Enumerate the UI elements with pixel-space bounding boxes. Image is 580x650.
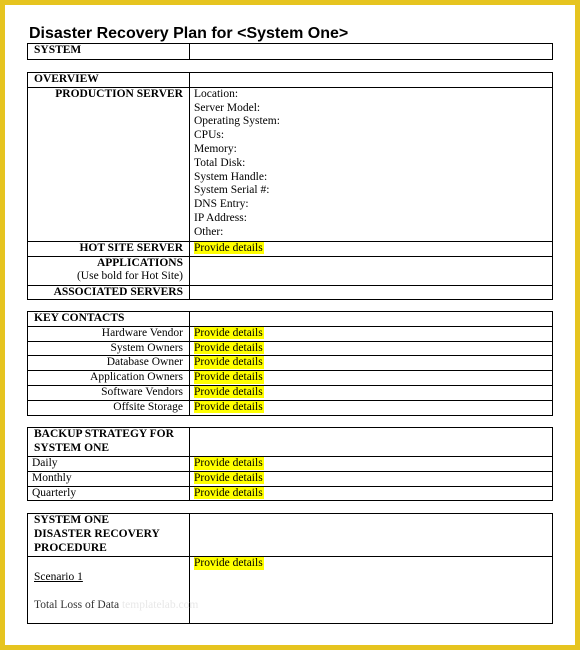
total-loss-line — [34, 598, 199, 613]
contact-row — [28, 326, 553, 341]
procedure-header-value-cell[interactable] — [190, 514, 553, 557]
backup-value: Provide details — [194, 486, 263, 499]
field-system-handle: System Handle: — [194, 170, 268, 183]
backup-label-quarterly: Quarterly — [28, 486, 190, 501]
hot-site-server-value: Provide details — [194, 241, 263, 254]
backup-header-value-cell[interactable] — [190, 428, 553, 457]
contact-label-application-owners: Application Owners — [28, 371, 190, 386]
procedure-header-cell — [28, 514, 190, 557]
procedure-body-row — [28, 557, 553, 624]
applications-value-cell[interactable] — [190, 256, 553, 285]
document-title: Disaster Recovery Plan for <System One> — [29, 25, 349, 42]
contact-value-cell[interactable] — [190, 400, 553, 415]
production-server-label: PRODUCTION SERVER — [28, 87, 190, 241]
system-table — [27, 43, 553, 60]
contact-value-cell[interactable] — [190, 326, 553, 341]
system-value-cell[interactable] — [190, 44, 553, 60]
contact-label-software-vendors: Software Vendors — [28, 385, 190, 400]
document-page — [5, 5, 575, 645]
backup-label-monthly: Monthly — [28, 471, 190, 486]
field-location: Location: — [194, 87, 239, 100]
system-label: SYSTEM — [28, 44, 190, 60]
contact-row — [28, 371, 553, 386]
field-dns-entry: DNS Entry: — [194, 198, 249, 211]
production-server-row — [28, 87, 553, 241]
contact-label-offsite-storage: Offsite Storage — [28, 400, 190, 415]
contact-value-cell[interactable] — [190, 356, 553, 371]
procedure-value-cell[interactable] — [190, 557, 553, 624]
backup-value-cell[interactable] — [190, 457, 553, 472]
recovery-procedure-table — [27, 513, 553, 624]
backup-strategy-table — [27, 427, 553, 501]
backup-header-line2: SYSTEM ONE — [34, 441, 110, 454]
field-server-model: Server Model: — [194, 101, 261, 114]
backup-row — [28, 457, 553, 472]
backup-value-cell[interactable] — [190, 471, 553, 486]
key-contacts-header-row — [28, 312, 553, 327]
contact-row — [28, 400, 553, 415]
field-total-disk: Total Disk: — [194, 156, 246, 169]
contact-value-cell[interactable] — [190, 371, 553, 386]
backup-value-cell[interactable] — [190, 486, 553, 501]
procedure-header-line2: DISASTER RECOVERY — [34, 527, 160, 540]
applications-note: (Use bold for Hot Site) — [76, 270, 183, 283]
contact-value-cell[interactable] — [190, 385, 553, 400]
field-system-serial: System Serial #: — [194, 184, 270, 197]
production-server-details[interactable] — [190, 87, 553, 241]
key-contacts-table — [27, 311, 553, 416]
overview-header-row — [28, 73, 553, 88]
contact-label-system-owners: System Owners — [28, 341, 190, 356]
associated-servers-label: ASSOCIATED SERVERS — [28, 285, 190, 300]
procedure-header-line1: SYSTEM ONE — [34, 514, 110, 526]
backup-label-daily: Daily — [28, 457, 190, 472]
watermark-text: templatelab.com — [121, 598, 199, 611]
overview-header-value-cell[interactable] — [190, 73, 553, 88]
procedure-scenario-cell — [28, 557, 199, 624]
procedure-header-row — [28, 514, 553, 557]
hot-site-server-row — [28, 241, 553, 256]
hot-site-server-value-cell[interactable] — [190, 241, 553, 256]
contact-label-database-owner: Database Owner — [28, 356, 190, 371]
contact-value: Provide details — [194, 326, 263, 339]
hot-site-server-label: HOT SITE SERVER — [28, 241, 190, 256]
field-cpus: CPUs: — [194, 129, 225, 142]
procedure-header-line3: PROCEDURE — [34, 541, 107, 554]
backup-header-cell — [28, 428, 190, 457]
contact-value: Provide details — [194, 341, 263, 354]
contact-value: Provide details — [194, 385, 263, 398]
key-contacts-header-value-cell[interactable] — [190, 312, 553, 327]
contact-row — [28, 356, 553, 371]
backup-row — [28, 486, 553, 501]
associated-servers-row — [28, 285, 553, 300]
key-contacts-header: KEY CONTACTS — [28, 312, 190, 327]
backup-value: Provide details — [194, 471, 263, 484]
total-loss-label: Total Loss of Data — [34, 598, 120, 611]
backup-header-row — [28, 428, 553, 457]
overview-header: OVERVIEW — [28, 73, 190, 88]
backup-row — [28, 471, 553, 486]
applications-label-cell — [28, 256, 190, 285]
contact-value-cell[interactable] — [190, 341, 553, 356]
backup-header-line1: BACKUP STRATEGY FOR — [34, 428, 174, 440]
field-other: Other: — [194, 225, 224, 238]
applications-label: APPLICATIONS — [96, 256, 183, 269]
contact-row — [28, 341, 553, 356]
associated-servers-value-cell[interactable] — [190, 285, 553, 300]
scenario-label: Scenario 1 — [34, 571, 83, 583]
procedure-value: Provide details — [194, 557, 263, 569]
system-row — [28, 44, 553, 60]
contact-row — [28, 385, 553, 400]
field-operating-system: Operating System: — [194, 115, 280, 128]
field-ip-address: IP Address: — [194, 211, 247, 224]
contact-value: Provide details — [194, 356, 263, 369]
contact-value: Provide details — [194, 371, 263, 384]
applications-row — [28, 256, 553, 285]
contact-label-hardware-vendor: Hardware Vendor — [28, 326, 190, 341]
overview-table — [27, 72, 553, 300]
contact-value: Provide details — [194, 400, 263, 413]
backup-value: Provide details — [194, 457, 263, 469]
field-memory: Memory: — [194, 142, 237, 155]
